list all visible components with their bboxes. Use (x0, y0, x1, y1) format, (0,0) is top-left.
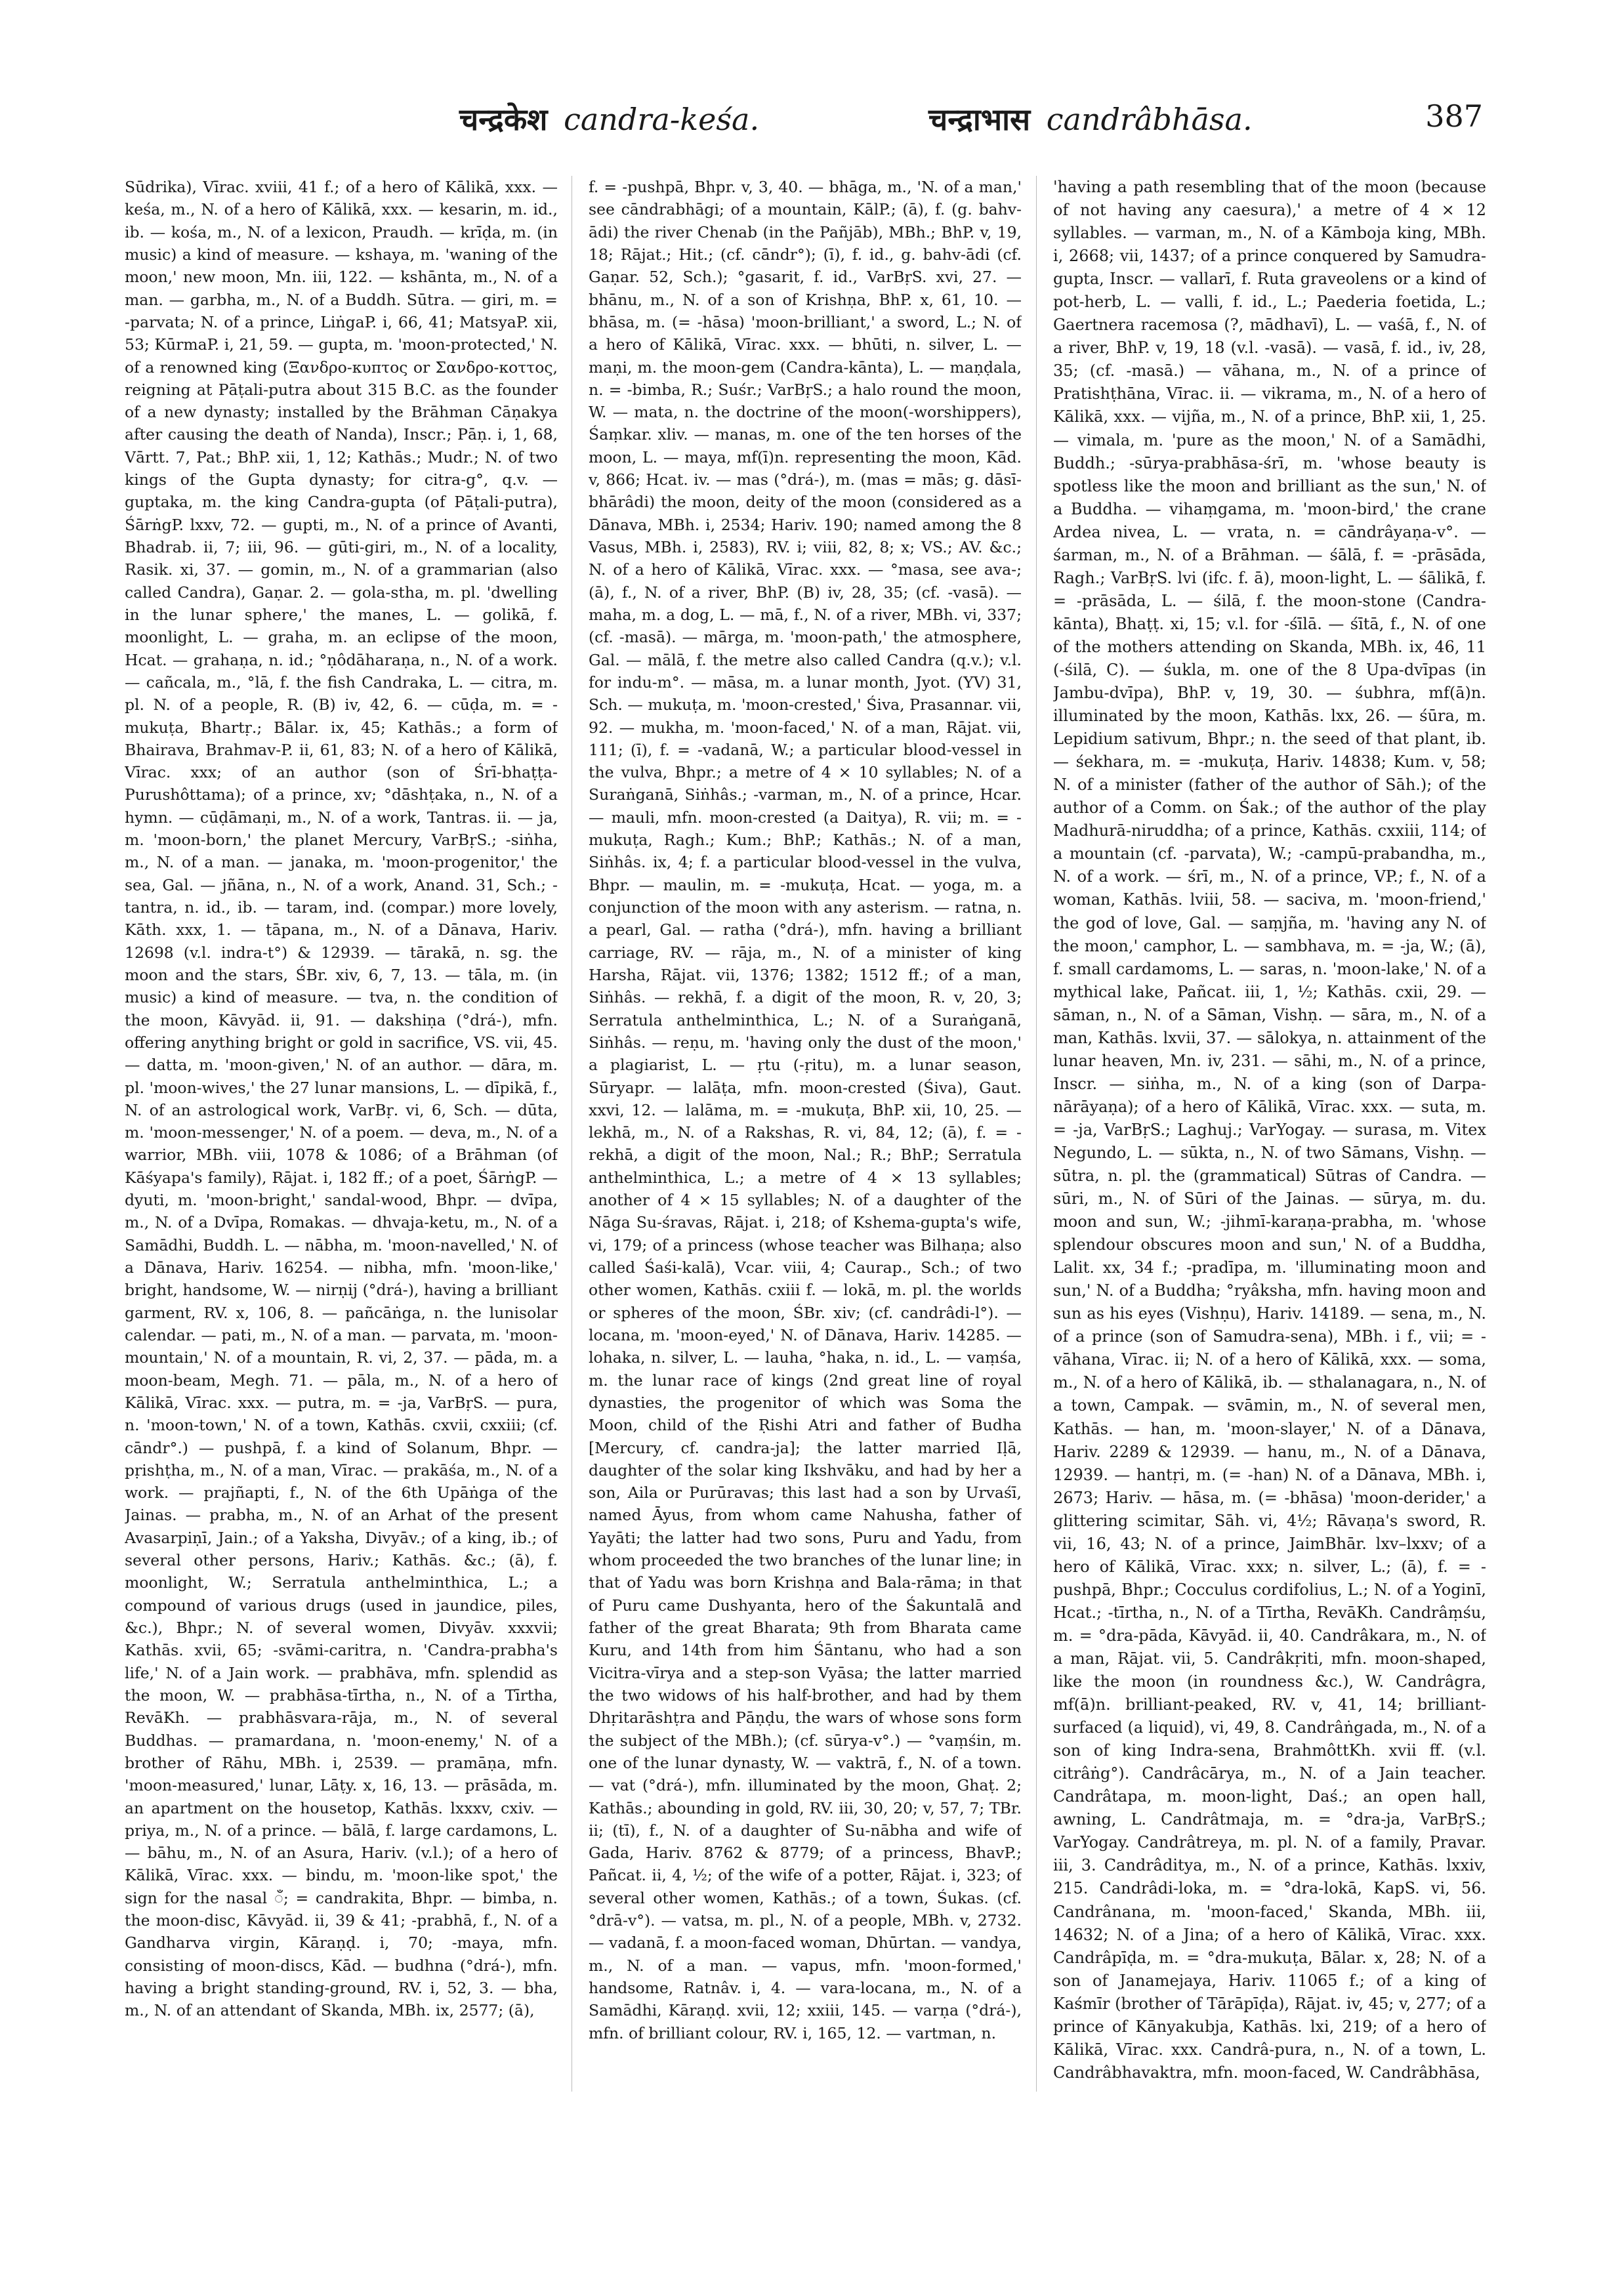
running-header (0, 98, 1624, 157)
page-number: 387 (1425, 98, 1483, 134)
left-headword (459, 98, 759, 139)
left-headword-devanagari: चन्द्रकेश (459, 102, 548, 137)
text-column-2 (589, 176, 1022, 2098)
text-column-3 (1053, 176, 1486, 2098)
column-divider (1036, 176, 1037, 2092)
column-1-text: Sūdrika), Vīrac. xviii, 41 f.; of a hero of Kālikā, xxx. — keśa, m., N. of a hero of Kālikā, xxx. — kesarin, m. id., ib. — kośa, m., N. of a lexicon, Praudh. — krīḍa, m. (in music) a kind of measure. — kshaya, m. 'waning of the moon,' new moon, Mn. iii, 122. — kshānta, m., N. of a man. — garbha, m., N. of a Buddh. Sūtra. — giri, m. = -parvata; N. of a prince, LiṅgaP. i, 66, 41; MatsyaP. xii, 53; KūrmaP. i, 21, 59. — gupta, m. 'moon-protected,' N. of a renowned king (Ξανδρο-κυπτος or Σανδρο-κοττος, reigning at Pāṭali-putra about 315 B.C. as the founder of a new dynasty; installed by the Brāhman Cāṇakya after causing the death of Nanda), Inscr.; Pāṇ. i, 1, 68, Vārtt. 7, Pat.; BhP. xii, 1, 12; Kathās.; Mudr.; N. of two kings of the Gupta dynasty; for citra-g°, q.v. — guptaka, m. the king Candra-gupta (of Pāṭali-putra), ŚārṅgP. lxxv, 72. — gupti, m., N. of a prince of Avanti, Bhadrab. ii, 7; iii, 96. — gūti-giri, m., N. of a locality, Rasik. xi, 37. — gomin, m., N. of a grammarian (also called Candra), Gaṇar. 2. — gola-stha, m. pl. 'dwelling in the lunar sphere,' the manes, L. — golikā, f. moonlight, L. — graha, m. an eclipse of the moon, Hcat. — grahaṇa, n. id.; °ṇôdāharaṇa, n., N. of a work. — cañcala, m., °lā, f. the fish Candraka, L. — citra, m. pl. N. of a people, R. (B) iv, 42, 6. — cūḍa, m. = -mukuṭa, Bhartṛ.; Bālar. ix, 45; Kathās.; a form of Bhairava, Brahmav-P. ii, 61, 83; N. of a hero of Kālikā, Vīrac. xxx; of an author (son of Śrī-bhaṭṭa-Purushôttama); of a prince, xv; °dāshṭaka, n., N. of a hymn. — cūḍāmaṇi, m., N. of a work, Tantras. ii. — ja, m. 'moon-born,' the planet Mercury, VarBṛS.; -siṅha, m., N. of a man. — janaka, m. 'moon-progenitor,' the sea, Gal. — jñāna, n., N. of a work, Anand. 31, Sch.; -tantra, n. id., ib. — taram, ind. (compar.) more lovely, Kāth. xxx, 1. — tāpana, m., N. of a Dānava, Hariv. 12698 (v.l. indra-t°) & 12939. — tārakā, n. sg. the moon and the stars, ŚBr. xiv, 6, 7, 13. — tāla, m. (in music) a kind of measure. — tva, n. the condition of the moon, Kāvyād. ii, 91. — dakshiṇa (°drá-), mfn. offering anything bright or gold in sacrifice, VS. vii, 45. — datta, m. 'moon-given,' N. of an author. — dāra, m. pl. 'moon-wives,' the 27 lunar mansions, L. — dīpikā, f., N. of an astrological work, VarBṛ. vi, 6, Sch. — dūta, m. 'moon-messenger,' N. of a poem. — deva, m., N. of a warrior, MBh. viii, 1078 & 1086; of a Brāhman (of Kāśyapa's family), Rājat. i, 182 ff.; of a poet, ŚārṅgP. — dyuti, m. 'moon-bright,' sandal-wood, Bhpr. — dvīpa, m., N. of a Dvīpa, Romakas. — dhvaja-ketu, m., N. of a Samādhi, Buddh. L. — nābha, m. 'moon-navelled,' N. of a Dānava, Hariv. 16254. — nibha, mfn. 'moon-like,' bright, handsome, W. — nirṇij (°drá-), having a brilliant garment, RV. x, 106, 8. — pañcāṅga, n. the lunisolar calendar. — pati, m., N. of a man. — parvata, m. 'moon-mountain,' N. of a mountain, R. vi, 2, 37. — pāda, m. a moon-beam, Megh. 71. — pāla, m., N. of a hero of Kālikā, Vīrac. xxx. — putra, m. = -ja, VarBṛS. — pura, n. 'moon-town,' N. of a town, Kathās. cxvii, cxxiii; (cf. cāndr°.) — pushpā, f. a kind of Solanum, Bhpr. — pṛishṭha, m., N. of a man, Vīrac. — prakāśa, m., N. of a work. — prajñapti, f., N. of the 6th Upāṅga of the Jainas. — prabha, m., N. of an Arhat of the present Avasarpiṇī, Jain.; of a Yaksha, Divyāv.; of a king, ib.; of several other persons, Hariv.; Kathās. &c.; (ā), f. moonlight, W.; Serratula anthelminthica, L.; a compound of various drugs (used in jaundice, piles, &c.), Bhpr.; N. of several women, Divyāv. xxxvii; Kathās. xvii, 65; -svāmi-caritra, n. 'Candra-prabha's life,' N. of a Jain work. — prabhāva, mfn. splendid as the moon, W. — prabhāsa-tīrtha, n., N. of a Tīrtha, RevāKh. — prabhāsvara-rāja, m., N. of several Buddhas. — pramardana, n. 'moon-enemy,' N. of a brother of Rāhu, MBh. i, 2539. — pramāṇa, mfn. 'moon-measured,' lunar, Lāṭy. x, 16, 13. — prāsāda, m. an apartment on the housetop, Kathās. lxxxv, cxiv. — priya, m., N. of a prince. — bālā, f. large cardamons, L. — bāhu, m., N. of an Asura, Hariv. (v.l.); of a hero of Kālikā, Vīrac. xxx. — bindu, m. 'moon-like spot,' the sign for the nasal ँ; = candrakita, Bhpr. — bimba, n. the moon-disc, Kāvyād. ii, 39 & 41; -prabhā, f., N. of a Gandharva virgin, Kāraṇḍ. i, 70; -maya, mfn. consisting of moon-discs, Kād. — budhna (°drá-), mfn. having a bright standing-ground, RV. i, 52, 3. — bha, m., N. of an attendant of Skanda, MBh. ix, 2577; (ā), (125, 178, 558, 2020)
right-headword-roman: candrâbhāsa. (1046, 102, 1253, 137)
right-headword (928, 98, 1253, 139)
text-column-1 (125, 176, 558, 2098)
column-3-text: 'having a path resembling that of the moon (because of not having any caesura),' a metre of 4 × 12 syllables. — varman, m., N. of a Kāmboja king, MBh. i, 2668; vii, 1437; of a prince conquered by Samudra-gupta, Inscr. — vallarī, f. Ruta graveolens or a kind of pot-herb, L. — valli, f. id., L.; Paederia foetida, L.; Gaertnera racemosa (?, mādhavī), L. — vaśā, f., N. of a river, BhP. v, 19, 18 (v.l. -vasā). — vasā, f. id., iv, 28, 35; (cf. -masā.) — vāhana, m., N. of a prince of Pratishṭhāna, Vīrac. ii. — vikrama, m., N. of a hero of Kālikā, xxx. — vijña, m., N. of a prince, BhP. xii, 1, 25. — vimala, m. 'pure as the moon,' N. of a Samādhi, Buddh.; -sūrya-prabhāsa-śrī, m. 'whose beauty is spotless like the moon and brilliant as the sun,' N. of a Buddha. — vihaṃgama, m. 'moon-bird,' the crane Ardea nivea, L. — vrata, n. = cāndrâyaṇa-v°. — śarman, m., N. of a Brāhman. — śālā, f. = -prāsāda, Ragh.; VarBṛS. lvi (ifc. f. ā), moon-light, L. — śālikā, f. = -prāsāda, L. — śilā, f. the moon-stone (Candra-kānta), Bhaṭṭ. xi, 15; v.l. for -śīlā. — śītā, f., N. of one of the mothers attending on Skanda, MBh. ix, 46, 11 (-śilā, C). — śukla, m. one of the 8 Upa-dvīpas (in Jambu-dvīpa), BhP. v, 19, 30. — śubhra, mf(ā)n. illuminated by the moon, Kathās. lxx, 26. — śūra, m. Lepidium sativum, Bhpr.; n. the seed of that plant, ib. — śekhara, m. = -mukuṭa, Hariv. 14838; Kum. v, 58; N. of a minister (father of the author of Sāh.); of the author of a Comm. on Śak.; of the author of the play Madhurā-niruddha; of a prince, Kathās. cxxiii, 114; of a mountain (cf. -parvata), W.; -campū-prabandha, m., N. of a work. — śrī, m., N. of a prince, VP.; f., N. of a woman, Kathās. lviii, 58. — saciva, m. 'moon-friend,' the god of love, Gal. — saṃjña, m. 'having any N. of the moon,' camphor, L. — sambhava, m. = -ja, W.; (ā), f. small cardamoms, L. — saras, n. 'moon-lake,' N. of a mythical lake, Pañcat. iii, 1, ½; Kathās. cxii, 29. — sāman, n., N. of a Sāman, Vishṇ. — sāra, m., N. of a man, Kathās. lxvii, 37. — sālokya, n. attainment of the lunar heaven, Mn. iv, 231. — sāhi, m., N. of a prince, Inscr. — siṅha, m., N. of a king (son of Darpa-nārāyaṇa); of a hero of Kālikā, Vīrac. xxx. — suta, m. = -ja, VarBṛS.; Laghuj.; VarYogay. — surasa, m. Vitex Negundo, L. — sūkta, n., N. of two Sāmans, Vishṇ. — sūtra, n. pl. the (grammatical) Sūtras of Candra. — sūri, m., N. of Sūri of the Jainas. — sūrya, m. du. moon and sun, W.; -jihmī-karaṇa-prabha, m. 'whose splendour obscures moon and sun,' N. of a Buddha, Lalit. xx, 34 f.; -pradīpa, m. 'illuminating moon and sun,' N. of a Buddha; °ryâksha, mfn. having moon and sun as his eyes (Vishṇu), Hariv. 14189. — sena, m., N. of a prince (son of Samudra-sena), MBh. i f., vii; = -vāhana, Vīrac. ii; N. of a hero of Kālikā, xxx. — soma, m., N. of a hero of Kālikā, ib. — sthalanagara, n., N. of a town, Campak. — svāmin, m., N. of several men, Kathās. — han, m. 'moon-slayer,' N. of a Dānava, Hariv. 2289 & 12939. — hanu, m., N. of a Dānava, 12939. — hantṛi, m. (= -han) N. of a Dānava, MBh. i, 2673; Hariv. — hāsa, m. (= -bhāsa) 'moon-derider,' a glittering scimitar, Sāh. vi, 4½; Rāvaṇa's sword, R. vii, 16, 43; N. of a prince, JaimBhār. lxv–lxxv; of a hero of Kālikā, Vīrac. xxx; n. silver, L.; (ā), f. = -pushpā, Bhpr.; Cocculus cordifolius, L.; N. of a Yoginī, Hcat.; -tīrtha, n., N. of a Tīrtha, RevāKh. Candrâṃśu, m. = °dra-pāda, Kāvyād. ii, 40. Candrâkara, m., N. of a man, Rājat. vii, 5. Candrâkṛiti, mfn. moon-shaped, like the moon (in roundness &c.), W. Candrâgra, mf(ā)n. brilliant-peaked, RV. v, 41, 14; brilliant-surfaced (a liquid), vi, 49, 8. Candrâṅgada, m., N. of a son of king Indra-sena, BrahmôttKh. xvii ff. (v.l. citrâṅg°). Candrâcārya, m., N. of a Jain teacher. Candrâtapa, m. moon-light, Daś.; an open hall, awning, L. Candrâtmaja, m. = °dra-ja, VarBṛS.; VarYogay. Candrâtreya, m. pl. N. of a family, Pravar. iii, 3. Candrâditya, m., N. of a prince, Kathās. lxxiv, 215. Candrâdi-loka, m. = °dra-lokā, KapS. vi, 56. Candrânana, m. 'moon-faced,' Skanda, MBh. iii, 14632; N. of a Jina; of a hero of Kālikā, Vīrac. xxx. Candrâpīḍa, m. = °dra-mukuṭa, Bālar. x, 28; N. of a son of Janamejaya, Hariv. 11065 f.; of a king of Kaśmīr (brother of Tārāpīḍa), Rājat. iv, 45; v, 277; of a prince of Kānyakubja, Kathās. lxi, 219; of a hero of Kālikā, Vīrac. xxx. Candrâ-pura, n., N. of a town, L. Candrâbhavaktra, mfn. moon-faced, W. Candrâbhāsa, (1053, 178, 1486, 2082)
column-2-text: f. = -pushpā, Bhpr. v, 3, 40. — bhāga, m., 'N. of a man,' see cāndrabhāgi; of a mountain, KālP.; (ā), f. (g. bahv-ādi) the river Chenab (in the Pañjāb), MBh.; BhP. v, 19, 18; Rājat.; Hit.; (cf. cāndr°); (ī), f. id., g. bahv-ādi (cf. Gaṇar. 52, Sch.); °gasarit, f. id., VarBṛS. xvi, 27. — bhānu, m., N. of a son of Krishṇa, BhP. x, 61, 10. — bhāsa, m. (= -hāsa) 'moon-brilliant,' a sword, L.; N. of a hero of Kālikā, Vīrac. xxx. — bhūti, n. silver, L. — maṇi, m. the moon-gem (Candra-kānta), L. — maṇḍala, n. = -bimba, R.; Suśr.; VarBṛS.; a halo round the moon, W. — mata, n. the doctrine of the moon(-worshippers), Śaṃkar. xliv. — manas, m. one of the ten horses of the moon, L. — maya, mf(ī)n. representing the moon, Kād. v, 866; Hcat. iv. — mas (°drá-), m. (mas = mās; g. dāsī-bhārâdi) the moon, deity of the moon (considered as a Dānava, MBh. i, 2534; Hariv. 190; named among the 8 Vasus, MBh. i, 2583), RV. i; viii, 82, 8; x; VS.; AV. &c.; N. of a hero of Kālikā, Vīrac. xxx. — °masa, see ava-; (ā), f., N. of a river, BhP. (B) iv, 28, 35; (cf. -vasā). — maha, m. a dog, L. — mā, f., N. of a river, MBh. vi, 337; (cf. -masā). — mārga, m. 'moon-path,' the atmosphere, Gal. — mālā, f. the metre also called Candra (q.v.); v.l. for indu-m°. — māsa, m. a lunar month, Jyot. (YV) 31, Sch. — mukuṭa, m. 'moon-crested,' Śiva, Prasannar. vii, 92. — mukha, m. 'moon-faced,' N. of a man, Rājat. vii, 111; (ī), f. = -vadanā, W.; a particular blood-vessel in the vulva, Bhpr.; a metre of 4 × 10 syllables; N. of a Suraṅganā, Siṅhâs.; -varman, m., N. of a prince, Hcar. — mauli, mfn. moon-crested (a Daitya), R. vii; m. = -mukuṭa, Ragh.; Kum.; BhP.; Kathās.; N. of a man, Siṅhâs. ix, 4; f. a particular blood-vessel in the vulva, Bhpr. — maulin, m. = -mukuṭa, Hcat. — yoga, m. a conjunction of the moon with any asterism. — ratna, n. a pearl, Gal. — ratha (°drá-), mfn. having a brilliant carriage, RV. — rāja, m., N. of a minister of king Harsha, Rājat. vii, 1376; 1382; 1512 ff.; of a man, Siṅhâs. — rekhā, f. a digit of the moon, R. v, 20, 3; Serratula anthelminthica, L.; N. of a Suraṅganā, Siṅhâs. — reṇu, m. 'having only the dust of the moon,' a plagiarist, L. — ṛtu (-ṛitu), m. a lunar season, Sūryapr. — lalāṭa, mfn. moon-crested (Śiva), Gaut. xxvi, 12. — lalāma, m. = -mukuṭa, BhP. xii, 10, 25. — lekhā, m., N. of a Rakshas, R. vi, 84, 12; (ā), f. = -rekhā, a digit of the moon, Nal.; R.; BhP.; Serratula anthelminthica, L.; a metre of 4 × 13 syllables; another of 4 × 15 syllables; N. of a daughter of the Nāga Su-śravas, Rājat. i, 218; of Kshema-gupta's wife, vi, 179; of a princess (whose teacher was Bilhaṇa; also called Śaśi-kalā), Vcar. viii, 4; Caurap., Sch.; of two other women, Kathās. cxiii f. — lokā, m. pl. the worlds or spheres of the moon, ŚBr. xiv; (cf. candrâdi-l°). — locana, m. 'moon-eyed,' N. of Dānava, Hariv. 14285. — lohaka, n. silver, L. — lauha, °haka, n. id., L. — vaṃśa, m. the lunar race of kings (2nd great line of royal dynasties, the progenitor of which was Soma the Moon, child of the Ṛishi Atri and father of Budha [Mercury, cf. candra-ja]; the latter married Iḷā, daughter of the solar king Ikshvāku, and had by her a son, Aila or Purūravas; this last had a son by Urvaśī, named Āyus, from whom came Nahusha, father of Yayāti; the latter had two sons, Puru and Yadu, from whom proceeded the two branches of the lunar line; in that of Yadu was born Krishṇa and Bala-rāma; in that of Puru came Dushyanta, hero of the Śakuntalā and father of the great Bharata; 9th from Bharata came Kuru, and 14th from him Śāntanu, who had a son Vicitra-vīrya and a step-son Vyāsa; the latter married the two widows of his half-brother, and had by them Dhṛitarāshṭra and Pāṇḍu, the wars of whose sons form the subject of the MBh.); (cf. sūrya-v°.) — °vaṃśin, m. one of the lunar dynasty, W. — vaktrā, f., N. of a town. — vat (°drá-), mfn. illuminated by the moon, Ghaṭ. 2; Kathās.; abounding in gold, RV. iii, 30, 20; v, 57, 7; TBr. ii; (tī), f., N. of a daughter of Su-nābha and wife of Gada, Hariv. 8762 & 8779; of a princess, BhavP.; Pañcat. ii, 4, ½; of the wife of a potter, Rājat. i, 323; of several other women, Kathās.; of a town, Śukas. (cf. °drā-v°). — vatsa, m. pl., N. of a people, MBh. v, 2732. — vadanā, f. a moon-faced woman, Dhūrtan. — vandya, m., N. of a man. — vapus, mfn. 'moon-formed,' handsome, Ratnâv. i, 4. — vara-locana, m., N. of a Samādhi, Kāraṇḍ. xvii, 12; xxiii, 145. — varṇa (°drá-), mfn. of brilliant colour, RV. i, 165, 12. — vartman, n. (589, 178, 1022, 2042)
right-headword-devanagari: चन्द्राभास (928, 102, 1031, 137)
left-headword-roman: candra-keśa. (564, 102, 760, 137)
